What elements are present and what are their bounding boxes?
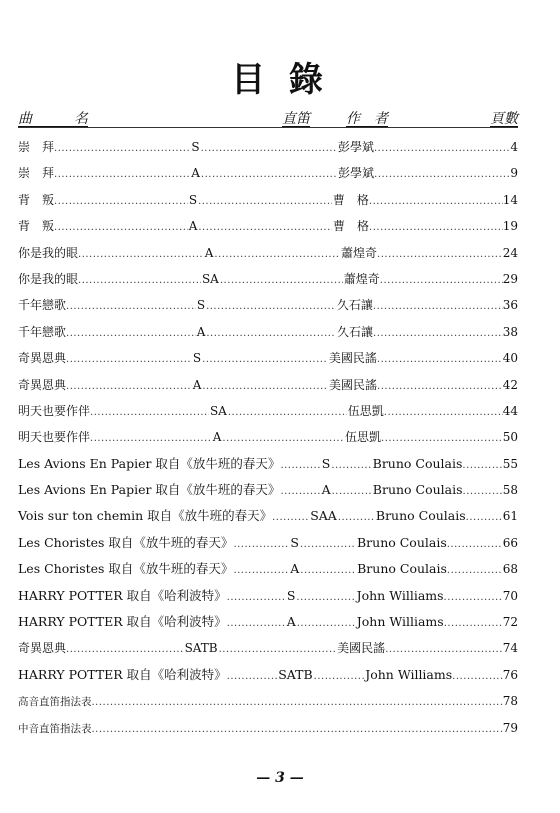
entry-page: 55 <box>502 456 518 471</box>
dot-leader <box>338 505 375 531</box>
toc-entry <box>18 266 518 292</box>
entry-page: 58 <box>502 483 518 498</box>
toc-entry <box>18 398 518 424</box>
entry-title: Les Avions En Papier 取自《放牛班的春天》 <box>18 455 281 471</box>
entry-author: Bruno Coulais <box>372 455 463 471</box>
entry-title: Les Choristes 取自《放牛班的春天》 <box>18 561 234 577</box>
entry-title: 千年戀歌 <box>18 324 67 339</box>
entry-title: 崇 拜 <box>18 140 55 154</box>
entry-author: 伍思凱 <box>347 403 384 418</box>
entry-author: 彭學斌 <box>337 140 374 154</box>
dot-leader <box>202 347 328 373</box>
entry-author: John Williams <box>356 614 444 630</box>
header-page-column: 頁數 <box>490 111 518 127</box>
dot-leader <box>297 611 356 637</box>
dot-leader <box>444 611 503 637</box>
entry-voice: SATB <box>278 666 313 682</box>
toc-header <box>18 108 518 126</box>
entry-page: 68 <box>502 562 518 577</box>
header-voice-column: 直笛 <box>282 111 310 127</box>
dot-leader <box>78 268 201 294</box>
dot-leader <box>219 637 337 663</box>
dot-leader <box>452 664 503 690</box>
toc-entry <box>18 556 518 582</box>
entry-page: 61 <box>502 509 519 524</box>
page-number: — 3 — <box>256 770 304 786</box>
entry-page: 29 <box>502 271 519 286</box>
entry-page: 42 <box>502 377 518 392</box>
dot-leader <box>90 400 209 426</box>
dot-leader <box>373 321 503 347</box>
dot-leader <box>201 136 337 162</box>
entry-page: 14 <box>502 192 518 207</box>
dot-leader <box>377 347 503 373</box>
entry-voice: A <box>290 561 300 577</box>
dot-leader <box>206 294 336 320</box>
dot-leader <box>206 321 336 347</box>
entry-author: 美國民謠 <box>337 641 386 656</box>
entry-page: 19 <box>502 219 518 234</box>
dot-leader <box>201 162 337 188</box>
dot-leader <box>214 242 340 268</box>
entry-author: 蕭煌奇 <box>341 245 378 260</box>
entry-title: 背 叛 <box>18 192 55 207</box>
dot-leader <box>227 664 278 690</box>
entry-page: 74 <box>502 641 519 656</box>
dot-leader <box>228 400 347 426</box>
dot-leader <box>381 426 503 452</box>
entry-title: Les Avions En Papier 取自《放牛班的春天》 <box>18 482 281 498</box>
dot-leader <box>198 189 332 215</box>
toc-entry <box>18 715 518 741</box>
entry-author: John Williams <box>365 666 453 682</box>
toc-entry <box>18 635 518 661</box>
dot-leader <box>377 374 503 400</box>
entry-author: 曹 格 <box>332 192 369 207</box>
dot-leader <box>447 532 503 558</box>
entry-page: 50 <box>502 430 518 445</box>
dot-leader <box>300 532 356 558</box>
toc-entry <box>18 187 518 213</box>
entry-voice: A <box>196 324 206 339</box>
dot-leader <box>227 585 286 611</box>
toc-entry <box>18 530 518 556</box>
entry-author: 伍思凱 <box>345 430 382 445</box>
entry-title: HARRY POTTER 取自《哈利波特》 <box>18 587 227 603</box>
dot-leader <box>66 637 184 663</box>
dot-leader <box>296 585 355 611</box>
toc-entry <box>18 477 518 503</box>
entry-voice: A <box>192 377 202 392</box>
dot-leader <box>66 374 192 400</box>
entry-voice: S <box>191 140 200 154</box>
entry-title: 明天也要作伴 <box>18 403 91 418</box>
entry-title: Vois sur ton chemin 取自《放牛班的春天》 <box>18 508 273 524</box>
dot-leader <box>198 215 332 241</box>
entry-page: 79 <box>502 720 518 735</box>
entry-title: Les Choristes 取自《放牛班的春天》 <box>18 534 234 550</box>
dot-leader <box>280 479 320 505</box>
dot-leader <box>385 637 503 663</box>
dot-leader <box>54 215 188 241</box>
toc-entry <box>18 424 518 450</box>
toc-entry <box>18 292 518 318</box>
entry-author: 久石讓 <box>337 324 374 339</box>
dot-leader <box>54 136 190 162</box>
entry-author: Bruno Coulais <box>375 508 466 524</box>
page-title: 目 錄 <box>231 60 329 100</box>
entry-voice: A <box>321 482 331 498</box>
entry-page: 38 <box>502 324 518 339</box>
dot-leader <box>222 426 344 452</box>
dot-leader <box>374 162 510 188</box>
header-divider <box>18 127 518 128</box>
toc-entry <box>18 688 518 714</box>
dot-leader <box>369 215 503 241</box>
entry-author: Bruno Coulais <box>356 534 447 550</box>
entry-title: 奇異恩典 <box>18 351 67 366</box>
entry-voice: A <box>204 245 214 260</box>
header-author-column: 作 者 <box>346 111 388 127</box>
entry-page: 40 <box>502 351 518 366</box>
entry-voice: S <box>321 455 331 471</box>
entry-author: 久石讓 <box>336 298 373 313</box>
entry-page: 36 <box>502 298 518 313</box>
dot-leader <box>369 189 503 215</box>
entry-voice: SA <box>209 403 227 418</box>
dot-leader <box>444 585 503 611</box>
dot-leader <box>233 558 289 584</box>
entry-title: 崇 拜 <box>18 166 55 181</box>
toc-entry <box>18 134 518 160</box>
toc-entry <box>18 240 518 266</box>
entry-title: 奇異恩典 <box>18 377 67 392</box>
entry-author: John Williams <box>356 587 444 603</box>
dot-leader <box>233 532 289 558</box>
dot-leader <box>380 268 503 294</box>
toc-entry <box>18 609 518 635</box>
entry-voice: S <box>286 587 296 603</box>
entry-page: 66 <box>502 535 519 550</box>
dot-leader <box>374 136 510 162</box>
entry-voice: S <box>196 298 206 313</box>
entry-title: 你是我的眼 <box>18 271 79 286</box>
entry-title: 千年戀歌 <box>18 298 67 313</box>
entry-title: 明天也要作伴 <box>18 430 91 445</box>
entry-page: 4 <box>510 140 518 154</box>
dot-leader <box>332 479 372 505</box>
toc-entry <box>18 319 518 345</box>
dot-leader <box>90 426 212 452</box>
dot-leader <box>66 347 192 373</box>
dot-leader <box>202 374 328 400</box>
dot-leader <box>384 400 503 426</box>
dot-leader <box>314 664 365 690</box>
entry-author: 美國民謠 <box>328 351 377 366</box>
toc-entry <box>18 160 518 186</box>
dot-leader <box>54 162 190 188</box>
entry-title: 奇異恩典 <box>18 641 67 656</box>
entry-voice: S <box>188 192 198 207</box>
entry-author: Bruno Coulais <box>372 482 463 498</box>
entry-author: 曹 格 <box>333 219 370 234</box>
entry-title: 中音直笛指法表 <box>18 722 92 735</box>
dot-leader <box>447 558 503 584</box>
dot-leader <box>466 505 503 531</box>
entry-page: 44 <box>502 403 519 418</box>
dot-leader <box>280 453 320 479</box>
dot-leader <box>272 505 309 531</box>
entry-author: 蕭煌奇 <box>343 271 380 286</box>
entry-title: HARRY POTTER 取自《哈利波特》 <box>18 666 227 682</box>
toc-entry <box>18 345 518 371</box>
entry-voice: A <box>286 614 296 630</box>
entry-voice: A <box>188 219 198 234</box>
dot-leader <box>66 321 196 347</box>
dot-leader <box>220 268 343 294</box>
entry-title: HARRY POTTER 取自《哈利波特》 <box>18 614 227 630</box>
entry-author: 彭學斌 <box>338 166 375 181</box>
dot-leader <box>331 453 371 479</box>
toc-entry <box>18 213 518 239</box>
toc-entry <box>18 372 518 398</box>
toc-entry <box>18 662 518 688</box>
entry-voice: S <box>290 534 299 550</box>
dot-leader <box>463 479 503 505</box>
dot-leader <box>66 294 196 320</box>
entry-page: 76 <box>502 667 518 682</box>
dot-leader <box>377 242 503 268</box>
entry-page: 72 <box>502 615 518 630</box>
header-title-column: 曲 名 <box>18 111 88 127</box>
entry-voice: A <box>212 430 222 445</box>
entry-title: 高音直笛指法表 <box>18 696 92 709</box>
entry-author: Bruno Coulais <box>357 561 447 577</box>
dot-leader <box>227 611 286 637</box>
dot-leader <box>78 242 204 268</box>
dot-leader <box>462 453 502 479</box>
dot-leader <box>92 717 503 743</box>
entry-page: 24 <box>502 245 518 260</box>
dot-leader <box>54 189 188 215</box>
entry-voice: SA <box>201 271 219 286</box>
entry-voice: S <box>192 351 202 366</box>
entry-voice: SAA <box>310 508 337 524</box>
entry-page: 9 <box>510 166 518 181</box>
toc-entry <box>18 503 518 529</box>
dot-leader <box>300 558 356 584</box>
entry-title: 你是我的眼 <box>18 245 79 260</box>
entry-page: 70 <box>502 588 518 603</box>
table-of-contents <box>18 134 518 741</box>
toc-entry <box>18 583 518 609</box>
entry-author: 美國民謠 <box>329 377 378 392</box>
dot-leader <box>92 690 503 716</box>
toc-entry <box>18 451 518 477</box>
entry-page: 78 <box>502 694 518 709</box>
entry-title: 背 叛 <box>18 219 55 234</box>
entry-voice: SATB <box>184 641 218 656</box>
dot-leader <box>373 294 503 320</box>
entry-voice: A <box>191 166 200 181</box>
